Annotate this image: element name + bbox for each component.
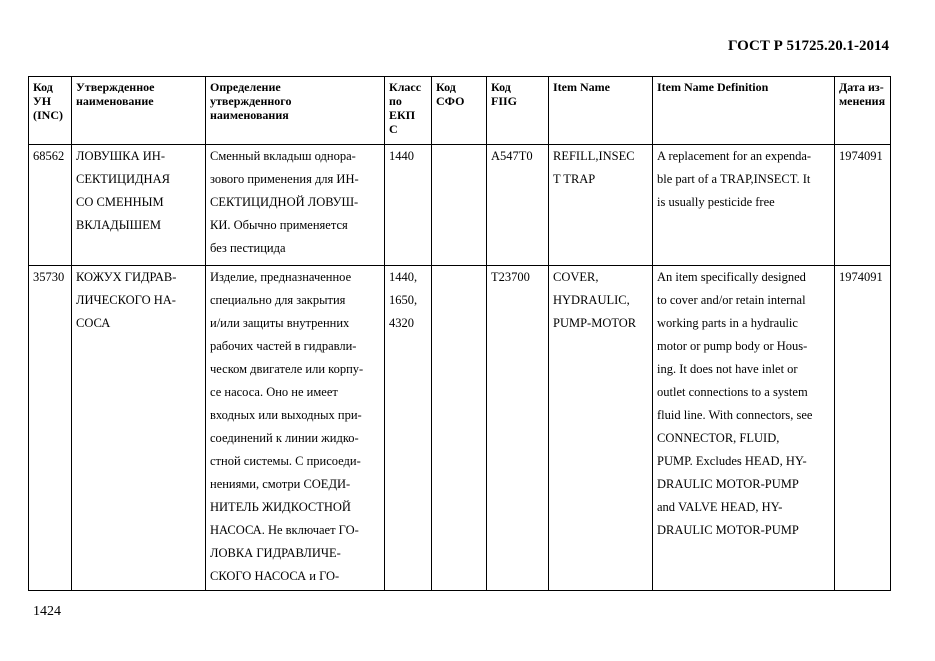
- column-fiig-code-cell: [487, 145, 549, 266]
- column-sfo-code-header: [432, 77, 487, 145]
- cell-text-line: 1974091: [839, 149, 883, 163]
- column-fiig-code-header: [487, 77, 549, 145]
- column-class-cell: [385, 266, 432, 591]
- cell-text-line: ческом двигателе или корпу-: [210, 362, 364, 376]
- header-text-line: Утвержденное: [76, 80, 155, 94]
- cell-text-line: Сменный вкладыш однора-: [210, 149, 356, 163]
- cell-text-line: зового применения для ИН-: [210, 172, 359, 186]
- cell-text-line: специально для закрытия: [210, 293, 346, 307]
- cell-text-line: A replacement for an expenda-: [657, 149, 812, 163]
- document-code: ГОСТ Р 51725.20.1-2014: [727, 38, 889, 54]
- cell-text-line: and VALVE HEAD, HY-: [657, 500, 783, 514]
- column-change-date-cell: [835, 145, 891, 266]
- header-text-line: ЕКП: [389, 108, 416, 122]
- cell-text-line: 35730: [33, 270, 65, 284]
- cell-text-line: НИТЕЛЬ ЖИДКОСТНОЙ: [210, 500, 351, 514]
- cell-text-line: outlet connections to a system: [657, 385, 808, 399]
- cell-text-line: се насоса. Оно не имеет: [210, 385, 338, 399]
- header-text-line: Код: [491, 80, 511, 94]
- column-item-name-header: [549, 77, 653, 145]
- column-item-name-cell: [549, 145, 653, 266]
- header-text-line: УН: [33, 94, 52, 108]
- cell-text-line: ЛОВУШКА ИН-: [76, 149, 165, 163]
- header-text-line: Код: [33, 80, 53, 94]
- column-sfo-code-cell: [432, 145, 487, 266]
- cell-text-line: T TRAP: [553, 172, 596, 186]
- header-text-line: наименование: [76, 94, 154, 108]
- table-row: [29, 145, 891, 266]
- header-text-line: утвержденного: [210, 94, 292, 108]
- column-approved-name-header: [72, 77, 206, 145]
- cell-text-line: соединений к линии жидко-: [210, 431, 359, 445]
- cell-text-line: КОЖУХ ГИДРАВ-: [76, 270, 177, 284]
- column-code-inc-header: [29, 77, 72, 145]
- cell-text-line: Изделие, предназначенное: [210, 270, 352, 284]
- header-text-line: по: [389, 94, 402, 108]
- header-text-line: менения: [839, 94, 886, 108]
- column-fiig-code-cell: [487, 266, 549, 591]
- header-text-line: (INC): [33, 108, 63, 122]
- cell-text-line: CONNECTOR, FLUID,: [657, 431, 780, 445]
- cell-text-line: без пестицида: [210, 241, 286, 255]
- cell-text-line: ЛОВКА ГИДРАВЛИЧЕ-: [210, 546, 341, 560]
- cell-text-line: нениями, смотри СОЕДИ-: [210, 477, 351, 491]
- cell-text-line: 4320: [389, 316, 414, 330]
- cell-text-line: PUMP-MOTOR: [553, 316, 637, 330]
- cell-text-line: is usually pesticide free: [657, 195, 775, 209]
- cell-text-line: ing. It does not have inlet or: [657, 362, 798, 376]
- cell-text-line: 1440: [389, 149, 414, 163]
- cell-text-line: НАСОСА. Не включает ГО-: [210, 523, 359, 537]
- header-text-line: Код: [436, 80, 456, 94]
- cell-text-line: 68562: [33, 149, 65, 163]
- header-text-line: Дата из-: [839, 80, 884, 94]
- header-text-line: СФО: [436, 94, 465, 108]
- header-text-line: Определение: [210, 80, 281, 94]
- cell-text-line: входных или выходных при-: [210, 408, 362, 422]
- cell-text-line: HYDRAULIC,: [553, 293, 630, 307]
- cell-text-line: А547Т0: [491, 149, 533, 163]
- column-class-header: [385, 77, 432, 145]
- column-definition-cell: [206, 145, 385, 266]
- column-code-inc-cell: [29, 145, 72, 266]
- cell-text-line: COVER,: [553, 270, 599, 284]
- cell-text-line: КИ. Обычно применяется: [210, 218, 348, 232]
- column-approved-name-cell: [72, 266, 206, 591]
- cell-text-line: REFILL,INSEC: [553, 149, 635, 163]
- header-text-line: FIIG: [491, 94, 518, 108]
- cell-text-line: 1440,: [389, 270, 418, 284]
- column-item-name-cell: [549, 266, 653, 591]
- table-header-row: [29, 77, 891, 145]
- column-approved-name-cell: [72, 145, 206, 266]
- header-text-line: наименования: [210, 108, 289, 122]
- column-change-date-cell: [835, 266, 891, 591]
- column-sfo-code-cell: [432, 266, 487, 591]
- cell-text-line: 1974091: [839, 270, 883, 284]
- header-text-line: Item Name Definition: [657, 80, 769, 94]
- cell-text-line: рабочих частей в гидравли-: [210, 339, 357, 353]
- cell-text-line: to cover and/or retain internal: [657, 293, 806, 307]
- header-text-line: Класс: [389, 80, 422, 94]
- catalog-table: [28, 76, 891, 591]
- cell-text-line: DRAULIC MOTOR-PUMP: [657, 477, 799, 491]
- column-item-name-definition-cell: [653, 145, 835, 266]
- column-item-name-definition-cell: [653, 266, 835, 591]
- cell-text-line: СОСА: [76, 316, 111, 330]
- column-definition-cell: [206, 266, 385, 591]
- cell-text-line: PUMP. Excludes HEAD, HY-: [657, 454, 807, 468]
- column-definition-header: [206, 77, 385, 145]
- column-item-name-definition-header: [653, 77, 835, 145]
- cell-text-line: DRAULIC MOTOR-PUMP: [657, 523, 799, 537]
- cell-text-line: СЕКТИЦИДНАЯ: [76, 172, 170, 186]
- cell-text-line: ВКЛАДЫШЕМ: [76, 218, 161, 232]
- cell-text-line: ЛИЧЕСКОГО НА-: [76, 293, 176, 307]
- cell-text-line: СЕКТИЦИДНОЙ ЛОВУШ-: [210, 195, 359, 209]
- column-change-date-header: [835, 77, 891, 145]
- cell-text-line: СО СМЕННЫМ: [76, 195, 164, 209]
- cell-text-line: и/или защиты внутренних: [210, 316, 350, 330]
- column-code-inc-cell: [29, 266, 72, 591]
- column-class-cell: [385, 145, 432, 266]
- cell-text-line: 1650,: [389, 293, 418, 307]
- cell-text-line: ble part of a TRAP,INSECT. It: [657, 172, 811, 186]
- cell-text-line: working parts in a hydraulic: [657, 316, 798, 330]
- table-row: [29, 266, 891, 591]
- cell-text-line: стной системы. С присоеди-: [210, 454, 361, 468]
- header-text-line: С: [389, 122, 398, 136]
- cell-text-line: motor or pump body or Hous-: [657, 339, 808, 353]
- cell-text-line: Т23700: [491, 270, 530, 284]
- cell-text-line: An item specifically designed: [657, 270, 806, 284]
- header-text-line: Item Name: [553, 80, 610, 94]
- page-number: 1424: [33, 604, 61, 619]
- cell-text-line: fluid line. With connectors, see: [657, 408, 813, 422]
- cell-text-line: СКОГО НАСОСА и ГО-: [210, 569, 340, 583]
